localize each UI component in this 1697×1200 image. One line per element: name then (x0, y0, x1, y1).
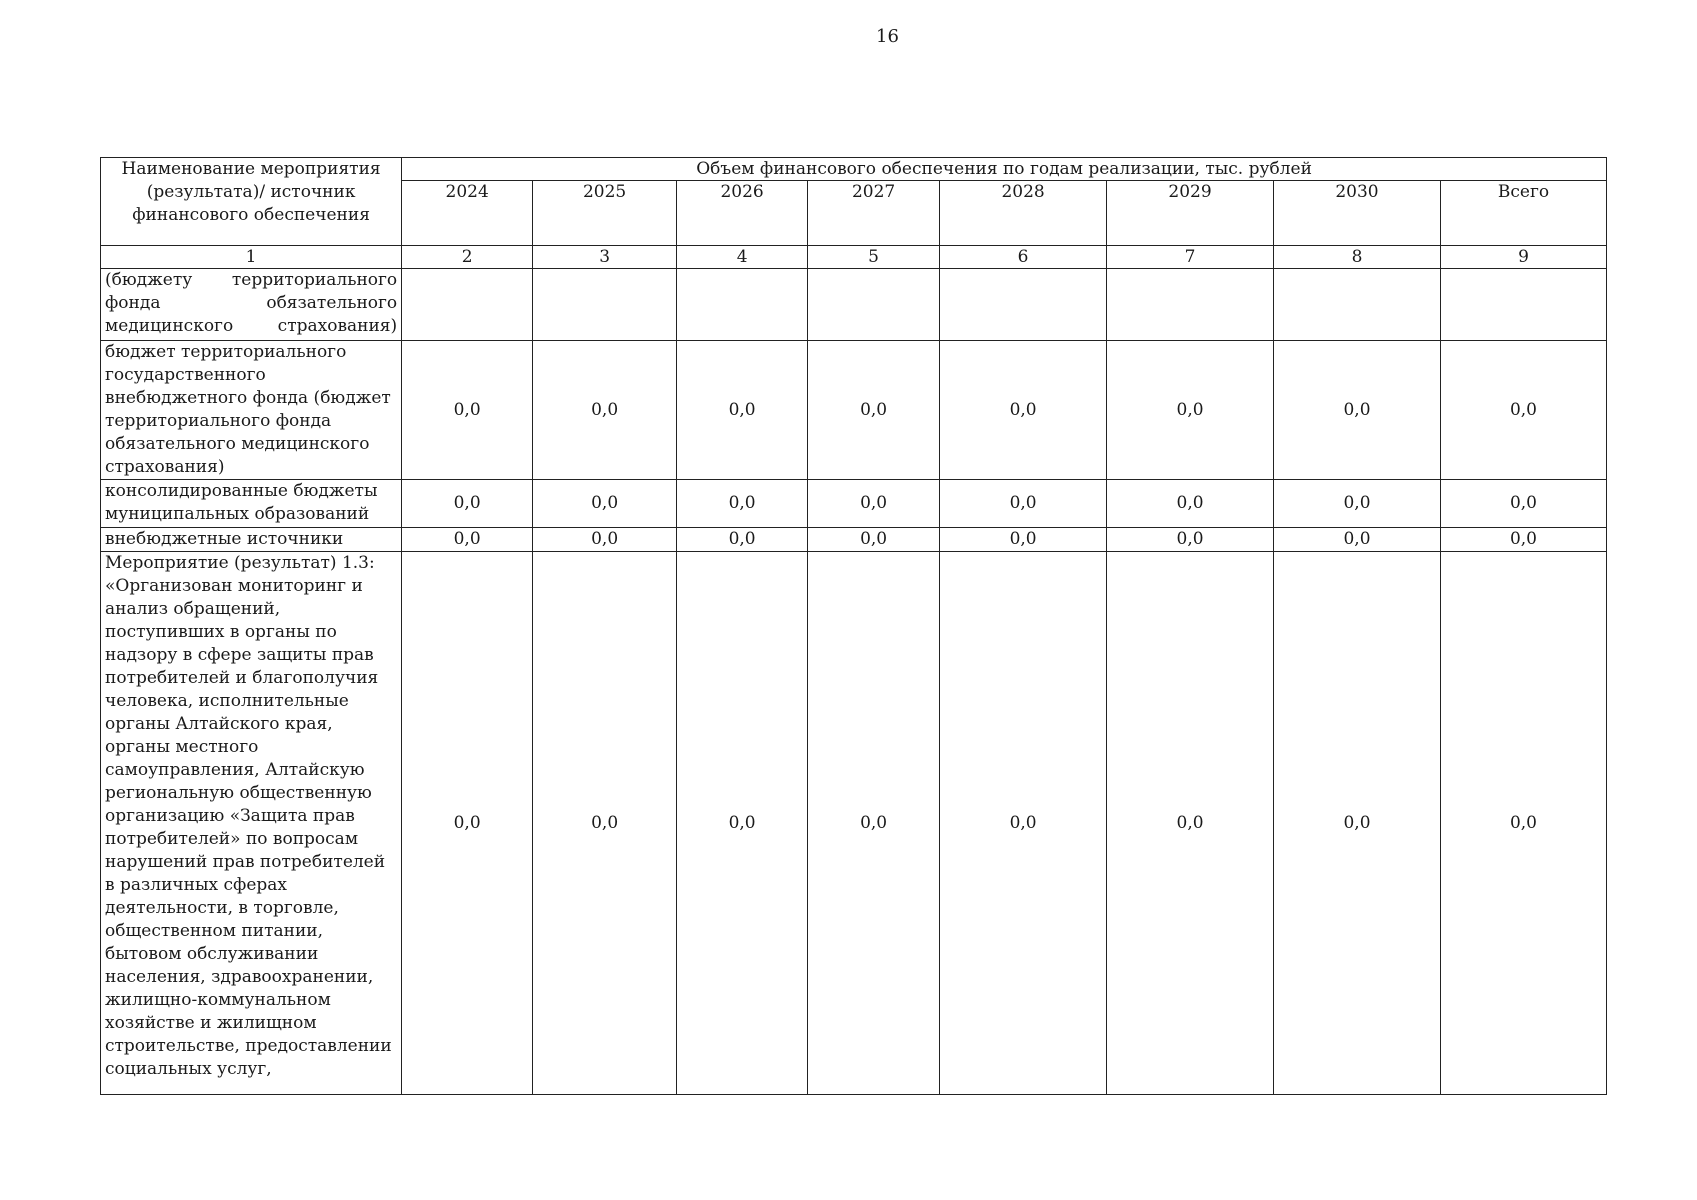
year-header: 2026 (677, 181, 808, 246)
column-number: 4 (677, 246, 808, 269)
value-cell: 0,0 (677, 528, 808, 552)
column-number: 9 (1440, 246, 1606, 269)
financing-group-header: Объем финансового обеспечения по годам реализации, тыс. рублей (402, 158, 1607, 181)
value-cell: 0,0 (402, 552, 533, 1095)
row-name: (бюджету территориального фонда обязательного медицинского страхования) (101, 269, 402, 341)
value-cell: 0,0 (808, 528, 940, 552)
value-cell: 0,0 (1274, 480, 1441, 528)
table-row (101, 480, 1607, 528)
value-cell: 0,0 (677, 480, 808, 528)
total-header: Всего (1440, 181, 1606, 246)
year-header: 2027 (808, 181, 940, 246)
value-cell: 0,0 (940, 480, 1107, 528)
value-cell (402, 269, 533, 341)
year-header: 2024 (402, 181, 533, 246)
value-cell: 0,0 (677, 552, 808, 1095)
value-cell: 0,0 (1274, 528, 1441, 552)
row-name: консолидированные бюджеты муниципальных образований (101, 480, 402, 528)
value-cell (533, 269, 677, 341)
value-cell: 0,0 (402, 480, 533, 528)
year-header: 2030 (1274, 181, 1441, 246)
value-cell: 0,0 (1440, 480, 1606, 528)
value-cell: 0,0 (533, 341, 677, 480)
value-cell: 0,0 (1107, 341, 1274, 480)
column-number: 1 (101, 246, 402, 269)
table-row (101, 341, 1607, 480)
value-cell (1440, 269, 1606, 341)
value-cell: 0,0 (1440, 341, 1606, 480)
value-cell: 0,0 (1107, 480, 1274, 528)
value-cell: 0,0 (533, 480, 677, 528)
value-cell: 0,0 (677, 341, 808, 480)
row-name: бюджет территориального государственного внебюджетного фонда (бюджет территориального фонда обязательного медицинского страхования) (101, 341, 402, 480)
financing-table (100, 157, 1607, 1095)
row-name: Мероприятие (результат) 1.3: «Организован мониторинг и анализ обращений, поступивших в органы по надзору в сфере защиты прав потребителей и благополучия человека, исполнительные органы Алтайского края, органы местного самоуправления, Алтайскую региональную общественную организацию «Защита прав потребителей» по вопросам нарушений прав потребителей в различных сферах деятельности, в торговле, общественном питании, бытовом обслуживании населения, здравоохранении, жилищно-коммунальном хозяйстве и жилищном строительстве, предоставлении социальных услуг, (101, 552, 402, 1095)
value-cell: 0,0 (1274, 341, 1441, 480)
year-header: 2025 (533, 181, 677, 246)
value-cell: 0,0 (808, 480, 940, 528)
value-cell: 0,0 (940, 552, 1107, 1095)
value-cell: 0,0 (1107, 528, 1274, 552)
value-cell (677, 269, 808, 341)
row-name: внебюджетные источники (101, 528, 402, 552)
column-number: 7 (1107, 246, 1274, 269)
column-number: 5 (808, 246, 940, 269)
year-header: 2029 (1107, 181, 1274, 246)
value-cell (1274, 269, 1441, 341)
value-cell: 0,0 (940, 341, 1107, 480)
column-number: 6 (940, 246, 1107, 269)
value-cell (808, 269, 940, 341)
value-cell: 0,0 (533, 528, 677, 552)
table-row (101, 269, 1607, 341)
value-cell: 0,0 (1107, 552, 1274, 1095)
value-cell: 0,0 (808, 552, 940, 1095)
value-cell: 0,0 (1440, 552, 1606, 1095)
name-column-header: Наименование мероприятия (результата)/ источник финансового обеспечения (101, 158, 402, 246)
value-cell (1107, 269, 1274, 341)
table-row (101, 552, 1607, 1095)
column-number: 3 (533, 246, 677, 269)
value-cell: 0,0 (402, 341, 533, 480)
page-number: 16 (876, 26, 899, 47)
year-header: 2028 (940, 181, 1107, 246)
table-row (101, 528, 1607, 552)
value-cell: 0,0 (402, 528, 533, 552)
value-cell: 0,0 (1274, 552, 1441, 1095)
value-cell: 0,0 (940, 528, 1107, 552)
value-cell (940, 269, 1107, 341)
value-cell: 0,0 (808, 341, 940, 480)
column-number: 2 (402, 246, 533, 269)
column-number: 8 (1274, 246, 1441, 269)
value-cell: 0,0 (533, 552, 677, 1095)
value-cell: 0,0 (1440, 528, 1606, 552)
